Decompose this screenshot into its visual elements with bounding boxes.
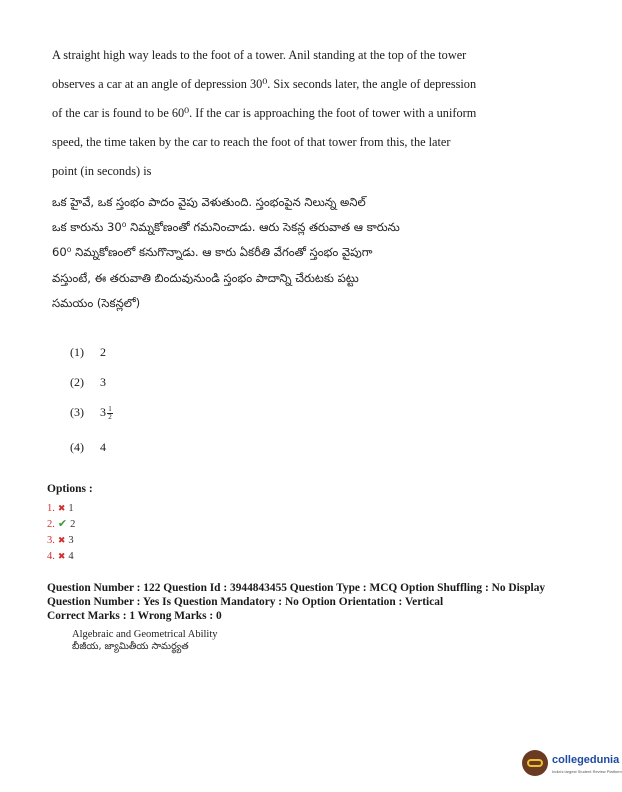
cross-icon: ✖ — [57, 503, 66, 513]
choice-4 — [70, 440, 106, 455]
choice-text: 3 — [100, 375, 106, 389]
question-line-te: ఒక హైవే, ఒక స్తంభం పాదం వైపు వెళుతుంది. స్తంభంపైన నిలున్న అనిల్ — [52, 195, 366, 209]
question-line: A straight high way leads to the foot of a tower. Anil standing at the top of the tower — [52, 48, 467, 62]
question-meta-line: Question Number : 122 Question Id : 3944843455 Question Type : MCQ Option Shuffling : No Display — [47, 582, 546, 594]
cross-icon: ✖ — [57, 535, 66, 545]
option-number: 2. — [47, 519, 55, 530]
option-row-3 — [47, 532, 93, 548]
topic-english: Algebraic and Geometrical Ability — [72, 629, 218, 640]
options-title: Options : — [47, 483, 93, 495]
check-icon: ✔ — [57, 518, 68, 530]
collegedunia-logo — [522, 750, 622, 784]
option-value: 1 — [68, 503, 74, 514]
mascot-icon — [522, 750, 548, 776]
choice-number: (4) — [70, 440, 84, 454]
choice-2 — [70, 375, 106, 390]
marks-line: Correct Marks : 1 Wrong Marks : 0 — [47, 610, 222, 622]
option-row-1 — [47, 500, 93, 516]
option-number: 4. — [47, 551, 55, 562]
option-value: 3 — [68, 535, 74, 546]
question-line-te: 60⁰ నిమ్నకోణంలో కనుగొన్నాడు. ఆ కారు ఏకరీతి వేగంతో స్తంభం వైపుగా — [52, 245, 373, 260]
question-line: of the car is found to be 60⁰. If the car is approaching the foot of tower with a uniform — [52, 106, 477, 120]
question-telugu — [52, 190, 502, 316]
question-line-te: సమయం (సెకన్లలో) — [52, 295, 141, 310]
choice-number: (1) — [70, 345, 84, 359]
logo-brand: collegedunia — [552, 754, 620, 766]
fraction-denominator: 2 — [108, 412, 112, 421]
cross-icon: ✖ — [57, 551, 66, 561]
choice-1 — [70, 345, 106, 360]
question-line: speed, the time taken by the car to reach the foot of that tower from this, the later — [52, 135, 451, 149]
choice-3 — [70, 405, 113, 421]
topic-telugu: బీజీయ, జ్యామితీయ సామర్థ్యత — [72, 641, 189, 652]
option-row-2 — [47, 516, 93, 532]
logo-tagline: India's largest Student Review Platform — [552, 769, 622, 774]
choice-text: 3 — [100, 405, 106, 419]
option-value: 2 — [70, 519, 76, 530]
question-line-te: వస్తుంటే, ఈ తరువాతి బిందువునుండి స్తంభం పాదాన్ని చేరుటకు పట్టు — [52, 270, 359, 285]
choice-number: (3) — [70, 405, 84, 419]
option-number: 1. — [47, 503, 55, 514]
option-row-4 — [47, 548, 93, 564]
fraction-numerator: 1 — [108, 404, 112, 413]
option-value: 4 — [68, 551, 74, 562]
question-english — [52, 41, 492, 186]
question-line-te: ఒక కారును 30⁰ నిమ్నకోణంతో గమనించాడు. ఆరు సెకన్ల తరువాత ఆ కారును — [52, 220, 400, 235]
option-number: 3. — [47, 535, 55, 546]
question-meta-line: Question Number : Yes Is Question Mandatory : No Option Orientation : Vertical — [47, 596, 444, 608]
choice-text: 2 — [100, 345, 106, 359]
question-line: observes a car at an angle of depression 30⁰. Six seconds later, the angle of depression — [52, 77, 477, 91]
question-line: point (in seconds) is — [52, 164, 152, 178]
choice-number: (2) — [70, 375, 84, 389]
options-list — [47, 483, 93, 564]
choice-text: 4 — [100, 440, 106, 454]
fraction — [107, 406, 113, 421]
